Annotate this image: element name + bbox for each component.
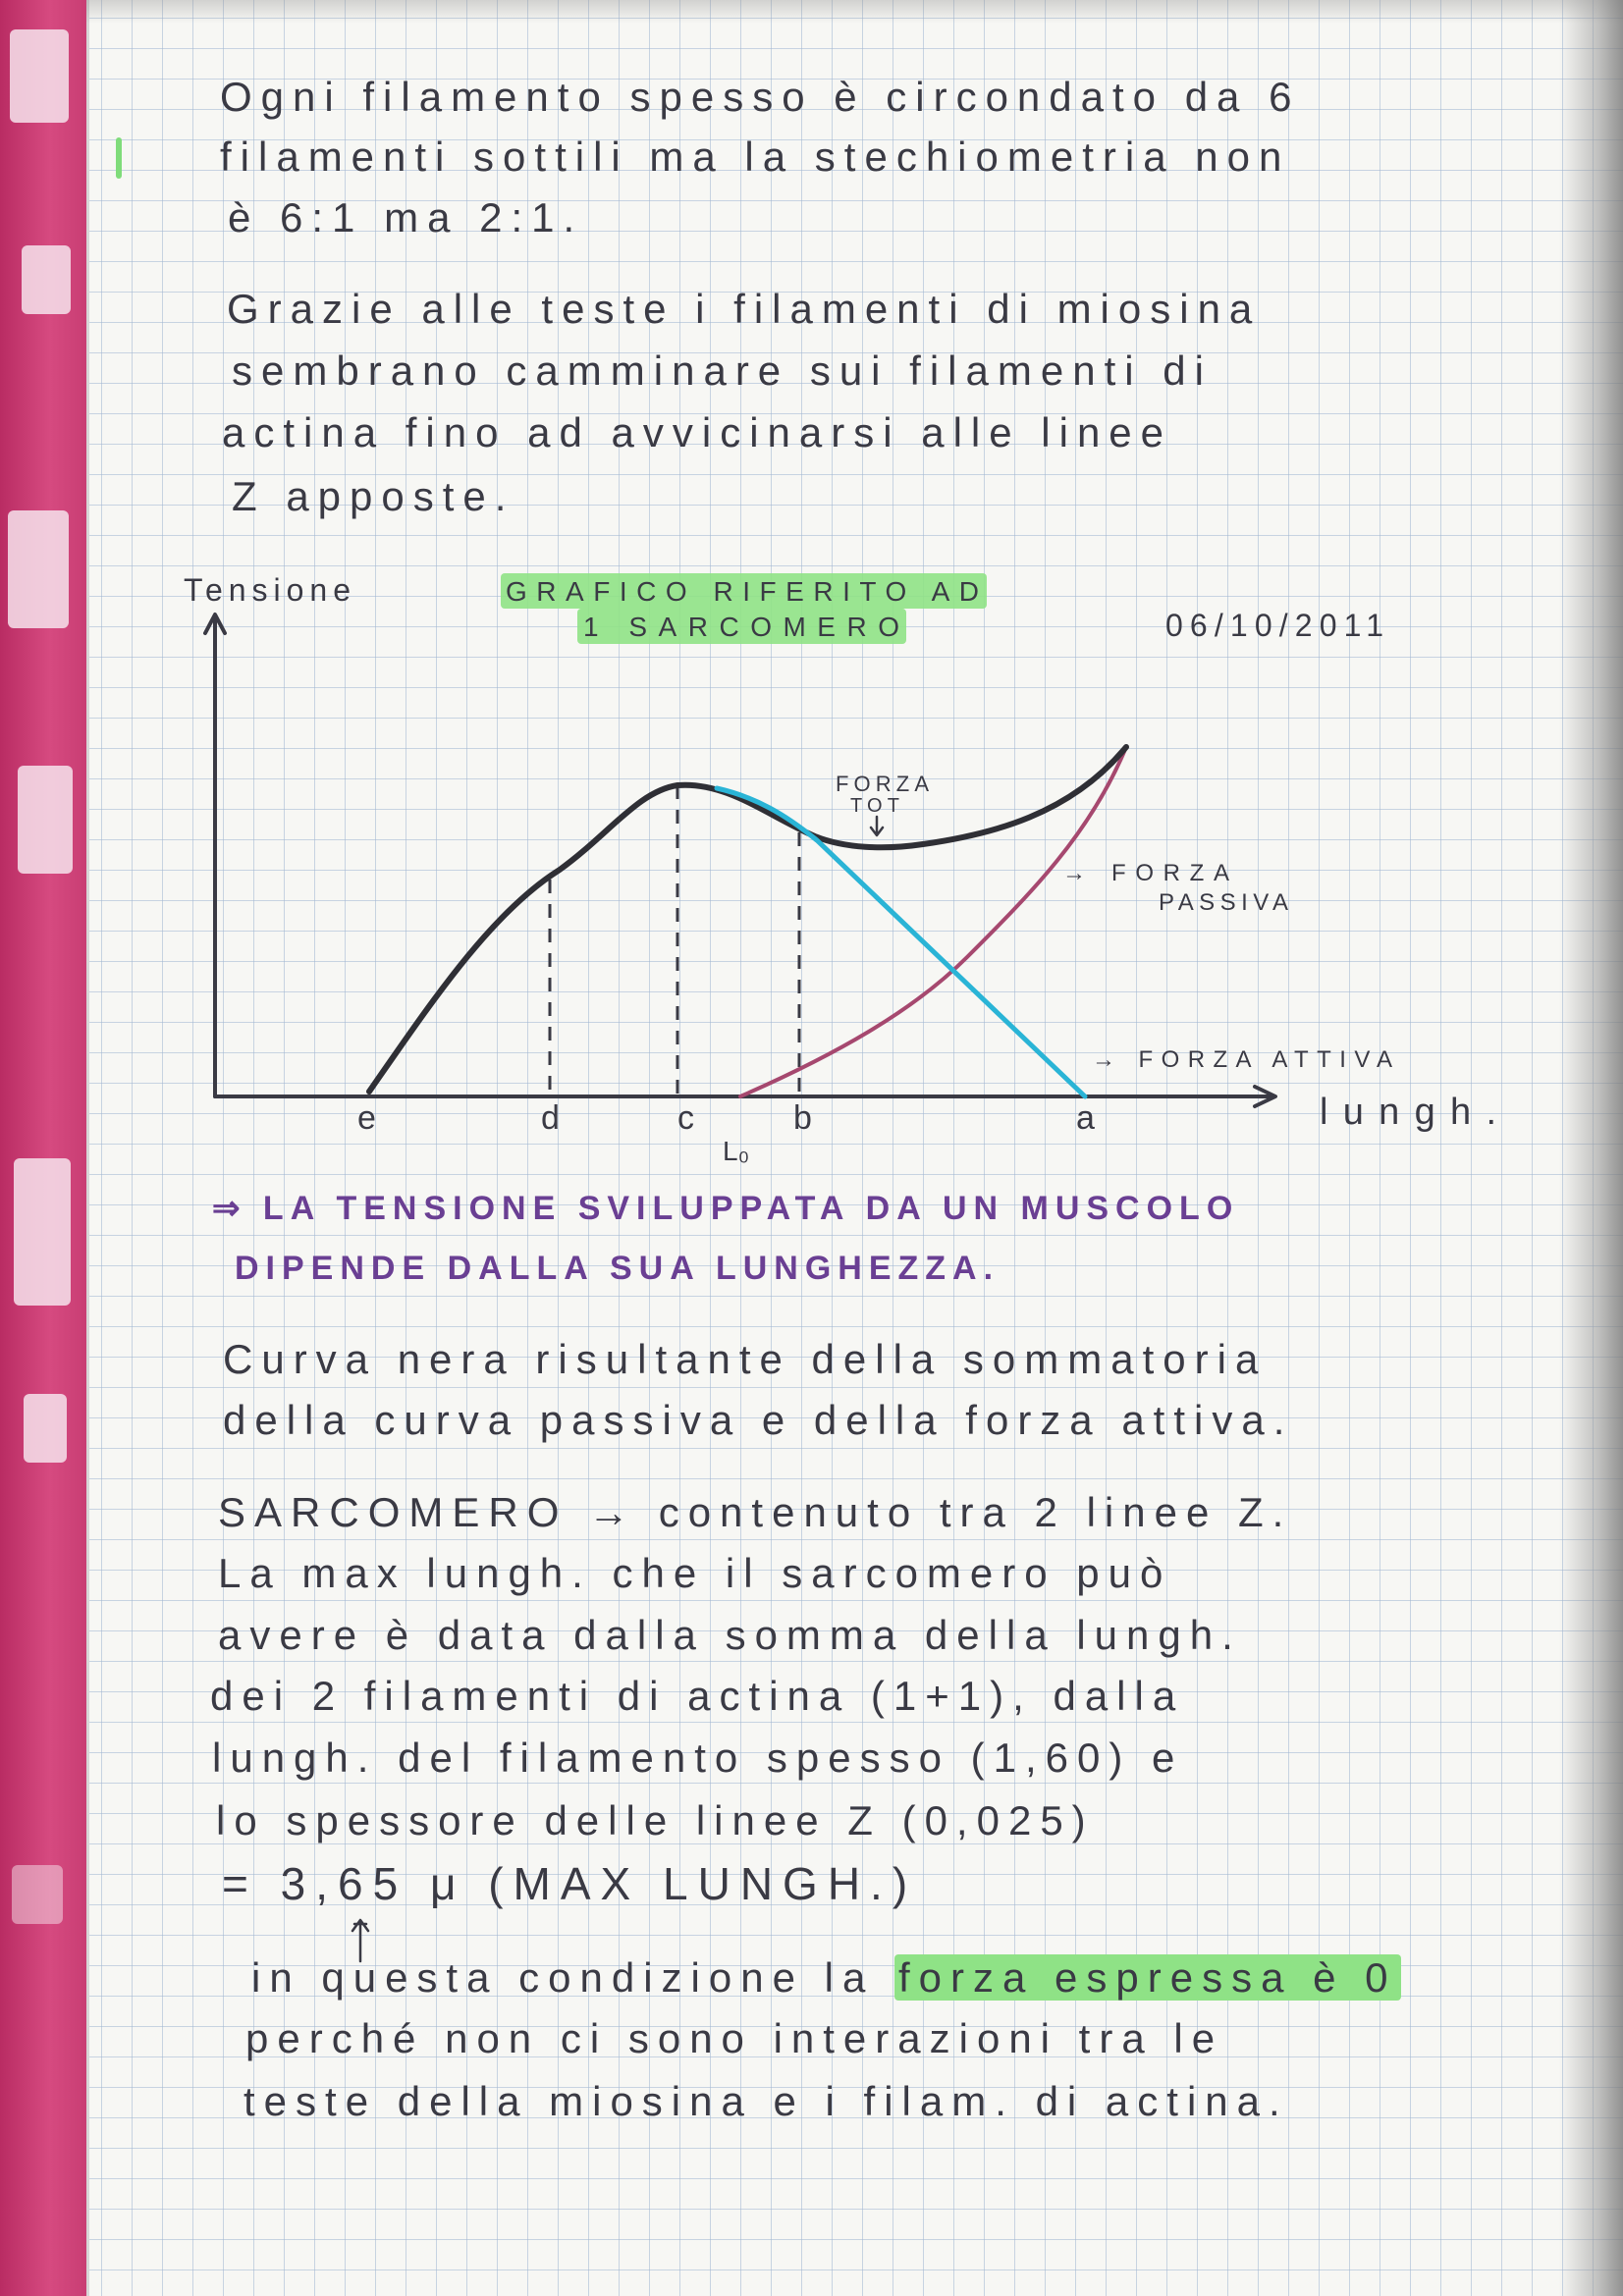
note-line: SARCOMERO → contenuto tra 2 linee Z. (218, 1489, 1293, 1535)
conclusion-line: DIPENDE DALLA SUA LUNGHEZZA. (235, 1250, 1001, 1287)
graph-title-line-1: GRAFICO RIFERITO AD (506, 576, 979, 607)
tick-label-a: a (1076, 1099, 1095, 1137)
note-line: Grazie alle teste i filamenti di miosina (227, 286, 1262, 332)
label-forza-attiva: → FORZA ATTIVA (1092, 1046, 1392, 1073)
note-line: dei 2 filamenti di actina (1+1), dalla (210, 1673, 1185, 1719)
label-forza-passiva-1: → FORZA (1062, 860, 1229, 886)
x-axis-label: lungh. (1320, 1092, 1496, 1133)
margin-highlight-mark (116, 137, 122, 179)
tick-label-d: d (541, 1099, 560, 1137)
final-line: teste della miosina e i filam. di actina. (243, 2078, 1289, 2124)
label-forza-tot-1: FORZA (836, 772, 929, 796)
length-tension-graph (0, 550, 1623, 1178)
cover-pattern-shape (10, 29, 69, 123)
label-forza-passiva-2: PASSIVA (1159, 889, 1288, 916)
graph-date: 06/10/2011 (1165, 608, 1383, 643)
label-forza-tot-2: TOT (850, 795, 899, 817)
note-line: lungh. del filamento spesso (1,60) e (212, 1735, 1184, 1781)
note-line: filamenti sottili ma la stechiometria non (220, 133, 1291, 180)
note-line: sembrano camminare sui filamenti di (232, 347, 1213, 394)
graph-title-line-2: 1 SARCOMERO (583, 612, 899, 642)
note-line: Ogni filamento spesso è circondato da 6 (220, 74, 1301, 120)
cover-pattern-shape (22, 245, 71, 314)
tick-label-l0: L₀ (723, 1136, 750, 1166)
max-length-result: = 3,65 μ (MAX LUNGH.) (222, 1858, 918, 1909)
tick-label-e: e (357, 1099, 376, 1137)
scan-shadow-top (86, 0, 1623, 24)
forza-tot-arrow-mark (871, 817, 883, 835)
note-line: actina fino ad avvicinarsi alle linee (222, 409, 1173, 455)
final-line: perché non ci sono interazioni tra le (245, 2015, 1224, 2061)
note-line: lo spessore delle linee Z (0,025) (216, 1797, 1095, 1843)
conclusion-line: ⇒ LA TENSIONE SVILUPPATA DA UN MUSCOLO (212, 1190, 1240, 1227)
cover-pattern-shape (12, 1865, 63, 1924)
final-line (251, 1954, 1401, 2001)
cover-pattern-shape (14, 1158, 71, 1306)
note-line: è 6:1 ma 2:1. (228, 194, 584, 240)
note-line: La max lungh. che il sarcomero può (218, 1550, 1172, 1596)
tick-label-c: c (677, 1099, 694, 1137)
active-force-curve (717, 788, 1085, 1096)
final-line-text: in questa condizione la (251, 1954, 894, 2001)
y-axis-label: Tensione (184, 572, 351, 608)
note-line: avere è data dalla somma della lungh. (218, 1612, 1242, 1658)
cover-pattern-shape (24, 1394, 67, 1463)
tick-label-b: b (793, 1099, 812, 1137)
force-zero-highlight: forza espressa è 0 (894, 1954, 1401, 2001)
note-line: Z apposte. (232, 473, 515, 519)
note-line: della curva passiva e della forza attiva. (223, 1397, 1294, 1443)
note-line: Curva nera risultante della sommatoria (223, 1336, 1268, 1382)
